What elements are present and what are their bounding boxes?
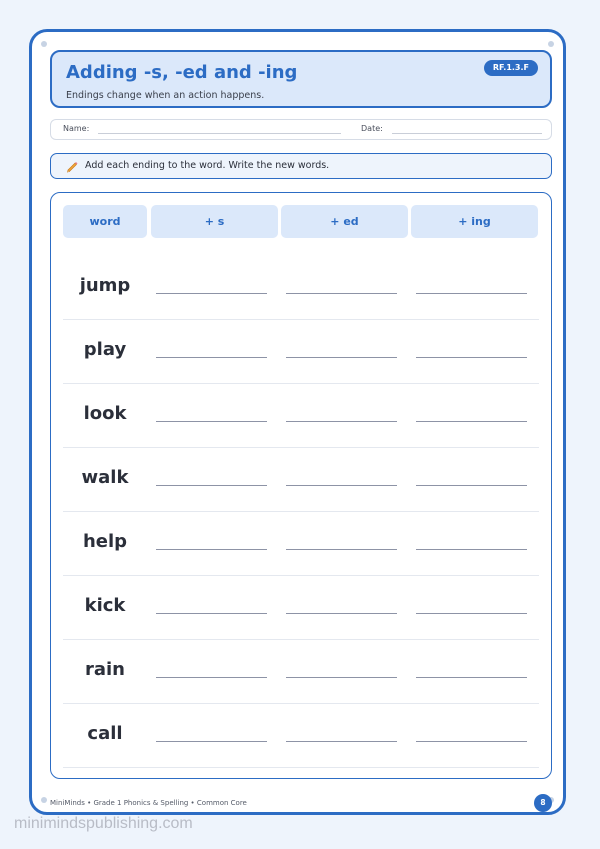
page-number: 8	[534, 794, 552, 812]
answer-line-ed[interactable]	[286, 677, 397, 678]
base-word: jump	[79, 275, 131, 296]
watermark: minimindspublishing.com	[14, 815, 193, 832]
answer-line-ed[interactable]	[286, 485, 397, 486]
base-word: call	[87, 723, 123, 744]
answer-line-s[interactable]	[156, 613, 267, 614]
column-header-word: word	[63, 205, 147, 238]
corner-dot	[548, 41, 554, 47]
date-field[interactable]	[392, 133, 542, 134]
answer-line-s[interactable]	[156, 677, 267, 678]
base-word: help	[82, 531, 128, 552]
table-row	[63, 512, 539, 576]
answer-line-s[interactable]	[156, 741, 267, 742]
page-subtitle: Endings change when an action happens.	[66, 90, 265, 101]
base-word: walk	[81, 467, 129, 488]
name-date-bar	[50, 119, 552, 140]
table-row	[63, 256, 539, 320]
base-word: kick	[84, 595, 126, 616]
name-field[interactable]	[98, 133, 341, 134]
instruction-box	[50, 153, 552, 179]
answer-line-s[interactable]	[156, 421, 267, 422]
table-row	[63, 704, 539, 768]
answer-line-ed[interactable]	[286, 293, 397, 294]
table-row	[63, 320, 539, 384]
column-header-s: + s	[151, 205, 278, 238]
answer-line-ed[interactable]	[286, 357, 397, 358]
answer-line-s[interactable]	[156, 485, 267, 486]
answer-line-s[interactable]	[156, 293, 267, 294]
date-label: Date:	[361, 124, 383, 133]
footer-text: MiniMinds • Grade 1 Phonics & Spelling • Common Core	[50, 799, 247, 807]
answer-line-ing[interactable]	[416, 293, 527, 294]
instruction-text: Add each ending to the word. Write the new words.	[85, 160, 330, 171]
answer-line-ed[interactable]	[286, 421, 397, 422]
answer-line-ing[interactable]	[416, 613, 527, 614]
word-endings-table	[50, 192, 552, 779]
column-header-ing: + ing	[411, 205, 538, 238]
worksheet-header	[50, 50, 552, 108]
name-label: Name:	[63, 124, 90, 133]
answer-line-ed[interactable]	[286, 741, 397, 742]
row-divider	[63, 767, 539, 768]
column-header-ed: + ed	[281, 205, 408, 238]
answer-line-ing[interactable]	[416, 485, 527, 486]
base-word: rain	[84, 659, 125, 680]
answer-line-ing[interactable]	[416, 357, 527, 358]
answer-line-ing[interactable]	[416, 421, 527, 422]
answer-line-s[interactable]	[156, 549, 267, 550]
answer-line-ed[interactable]	[286, 613, 397, 614]
answer-line-ing[interactable]	[416, 549, 527, 550]
worksheet-page	[29, 29, 566, 815]
corner-dot	[41, 41, 47, 47]
page-title: Adding -s, -ed and -ing	[66, 62, 298, 83]
answer-line-ed[interactable]	[286, 549, 397, 550]
answer-line-ing[interactable]	[416, 741, 527, 742]
table-row	[63, 640, 539, 704]
corner-dot	[41, 797, 47, 803]
answer-line-ing[interactable]	[416, 677, 527, 678]
pencil-icon	[65, 159, 79, 173]
table-row	[63, 384, 539, 448]
standard-badge: RF.1.3.F	[484, 60, 538, 76]
answer-line-s[interactable]	[156, 357, 267, 358]
table-row	[63, 448, 539, 512]
table-row	[63, 576, 539, 640]
base-word: play	[83, 339, 127, 360]
base-word: look	[83, 403, 127, 424]
